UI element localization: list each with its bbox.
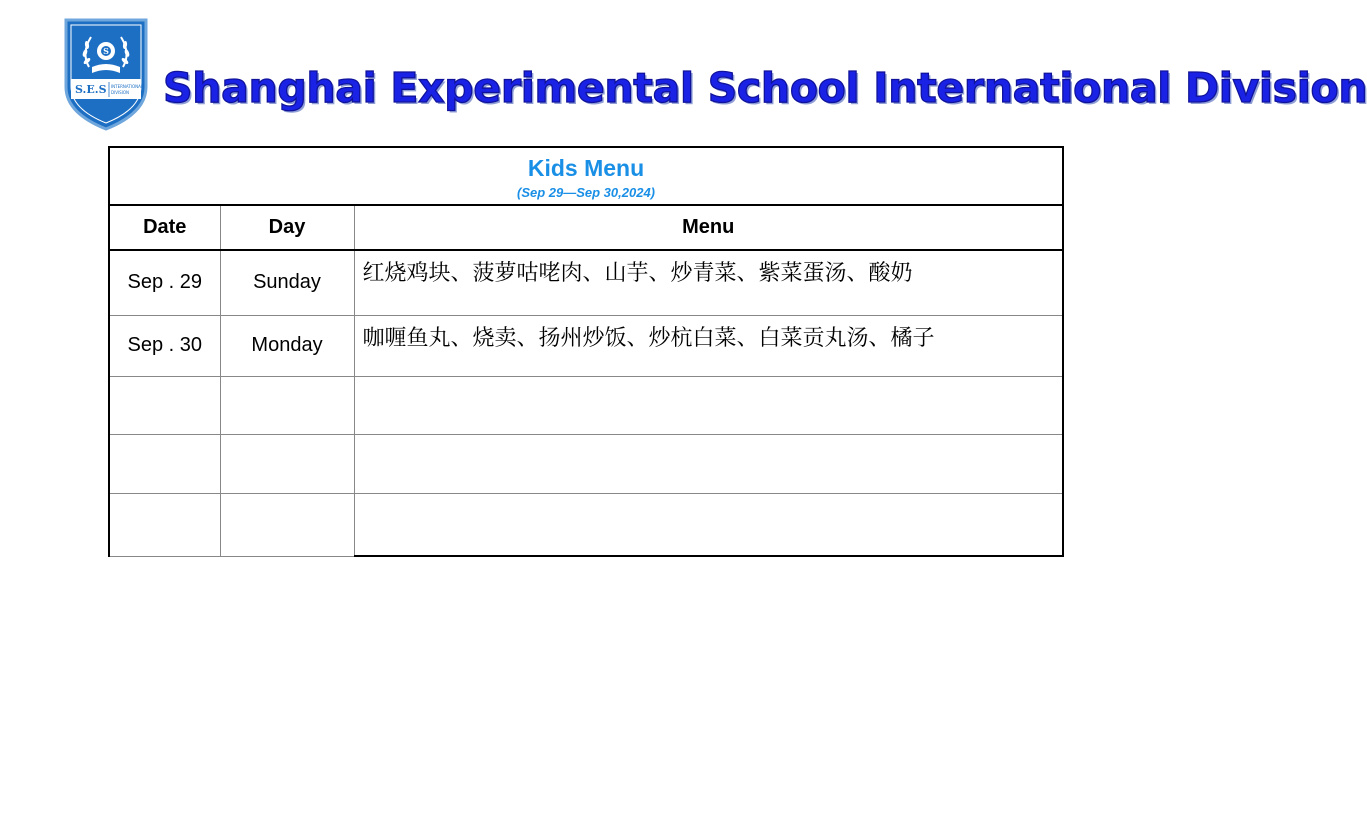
menu-table bbox=[108, 146, 1064, 557]
menu-cell: 咖喱鱼丸、烧卖、扬州炒饭、炒杭白菜、白菜贡丸汤、橘子 bbox=[354, 315, 1063, 376]
svg-text:S: S bbox=[103, 46, 109, 56]
logo-text-main: S.E.S bbox=[75, 83, 107, 96]
day-cell bbox=[220, 493, 354, 556]
date-cell bbox=[109, 493, 220, 556]
day-cell: Monday bbox=[220, 315, 354, 376]
date-cell bbox=[109, 376, 220, 434]
school-crest-icon bbox=[63, 17, 149, 131]
menu-date-range: (Sep 29—Sep 30,2024) bbox=[516, 185, 656, 200]
table-row bbox=[109, 434, 1063, 493]
menu-title-cell bbox=[109, 147, 1063, 205]
column-header-day: Day bbox=[220, 205, 354, 250]
table-row bbox=[109, 315, 1063, 376]
date-cell: Sep . 29 bbox=[109, 250, 220, 315]
school-logo bbox=[63, 17, 149, 131]
school-name-title: Shanghai Experimental School International Division bbox=[163, 64, 1367, 112]
menu-cell bbox=[354, 434, 1063, 493]
date-cell bbox=[109, 434, 220, 493]
date-cell: Sep . 30 bbox=[109, 315, 220, 376]
column-header-menu: Menu bbox=[354, 205, 1063, 250]
column-header-date: Date bbox=[109, 205, 220, 250]
table-header-row bbox=[109, 205, 1063, 250]
menu-title: Kids Menu bbox=[527, 155, 645, 181]
day-cell bbox=[220, 376, 354, 434]
menu-cell bbox=[354, 493, 1063, 556]
table-row bbox=[109, 376, 1063, 434]
table-row bbox=[109, 250, 1063, 315]
table-row bbox=[109, 493, 1063, 556]
day-cell: Sunday bbox=[220, 250, 354, 315]
logo-text-side-2: DIVISION bbox=[111, 90, 130, 95]
menu-cell bbox=[354, 376, 1063, 434]
logo-text-side-1: INTERNATIONAL bbox=[111, 84, 144, 89]
menu-cell: 红烧鸡块、菠萝咕咾肉、山芋、炒青菜、紫菜蛋汤、酸奶 bbox=[354, 250, 1063, 315]
menu-title-row bbox=[109, 147, 1063, 205]
day-cell bbox=[220, 434, 354, 493]
